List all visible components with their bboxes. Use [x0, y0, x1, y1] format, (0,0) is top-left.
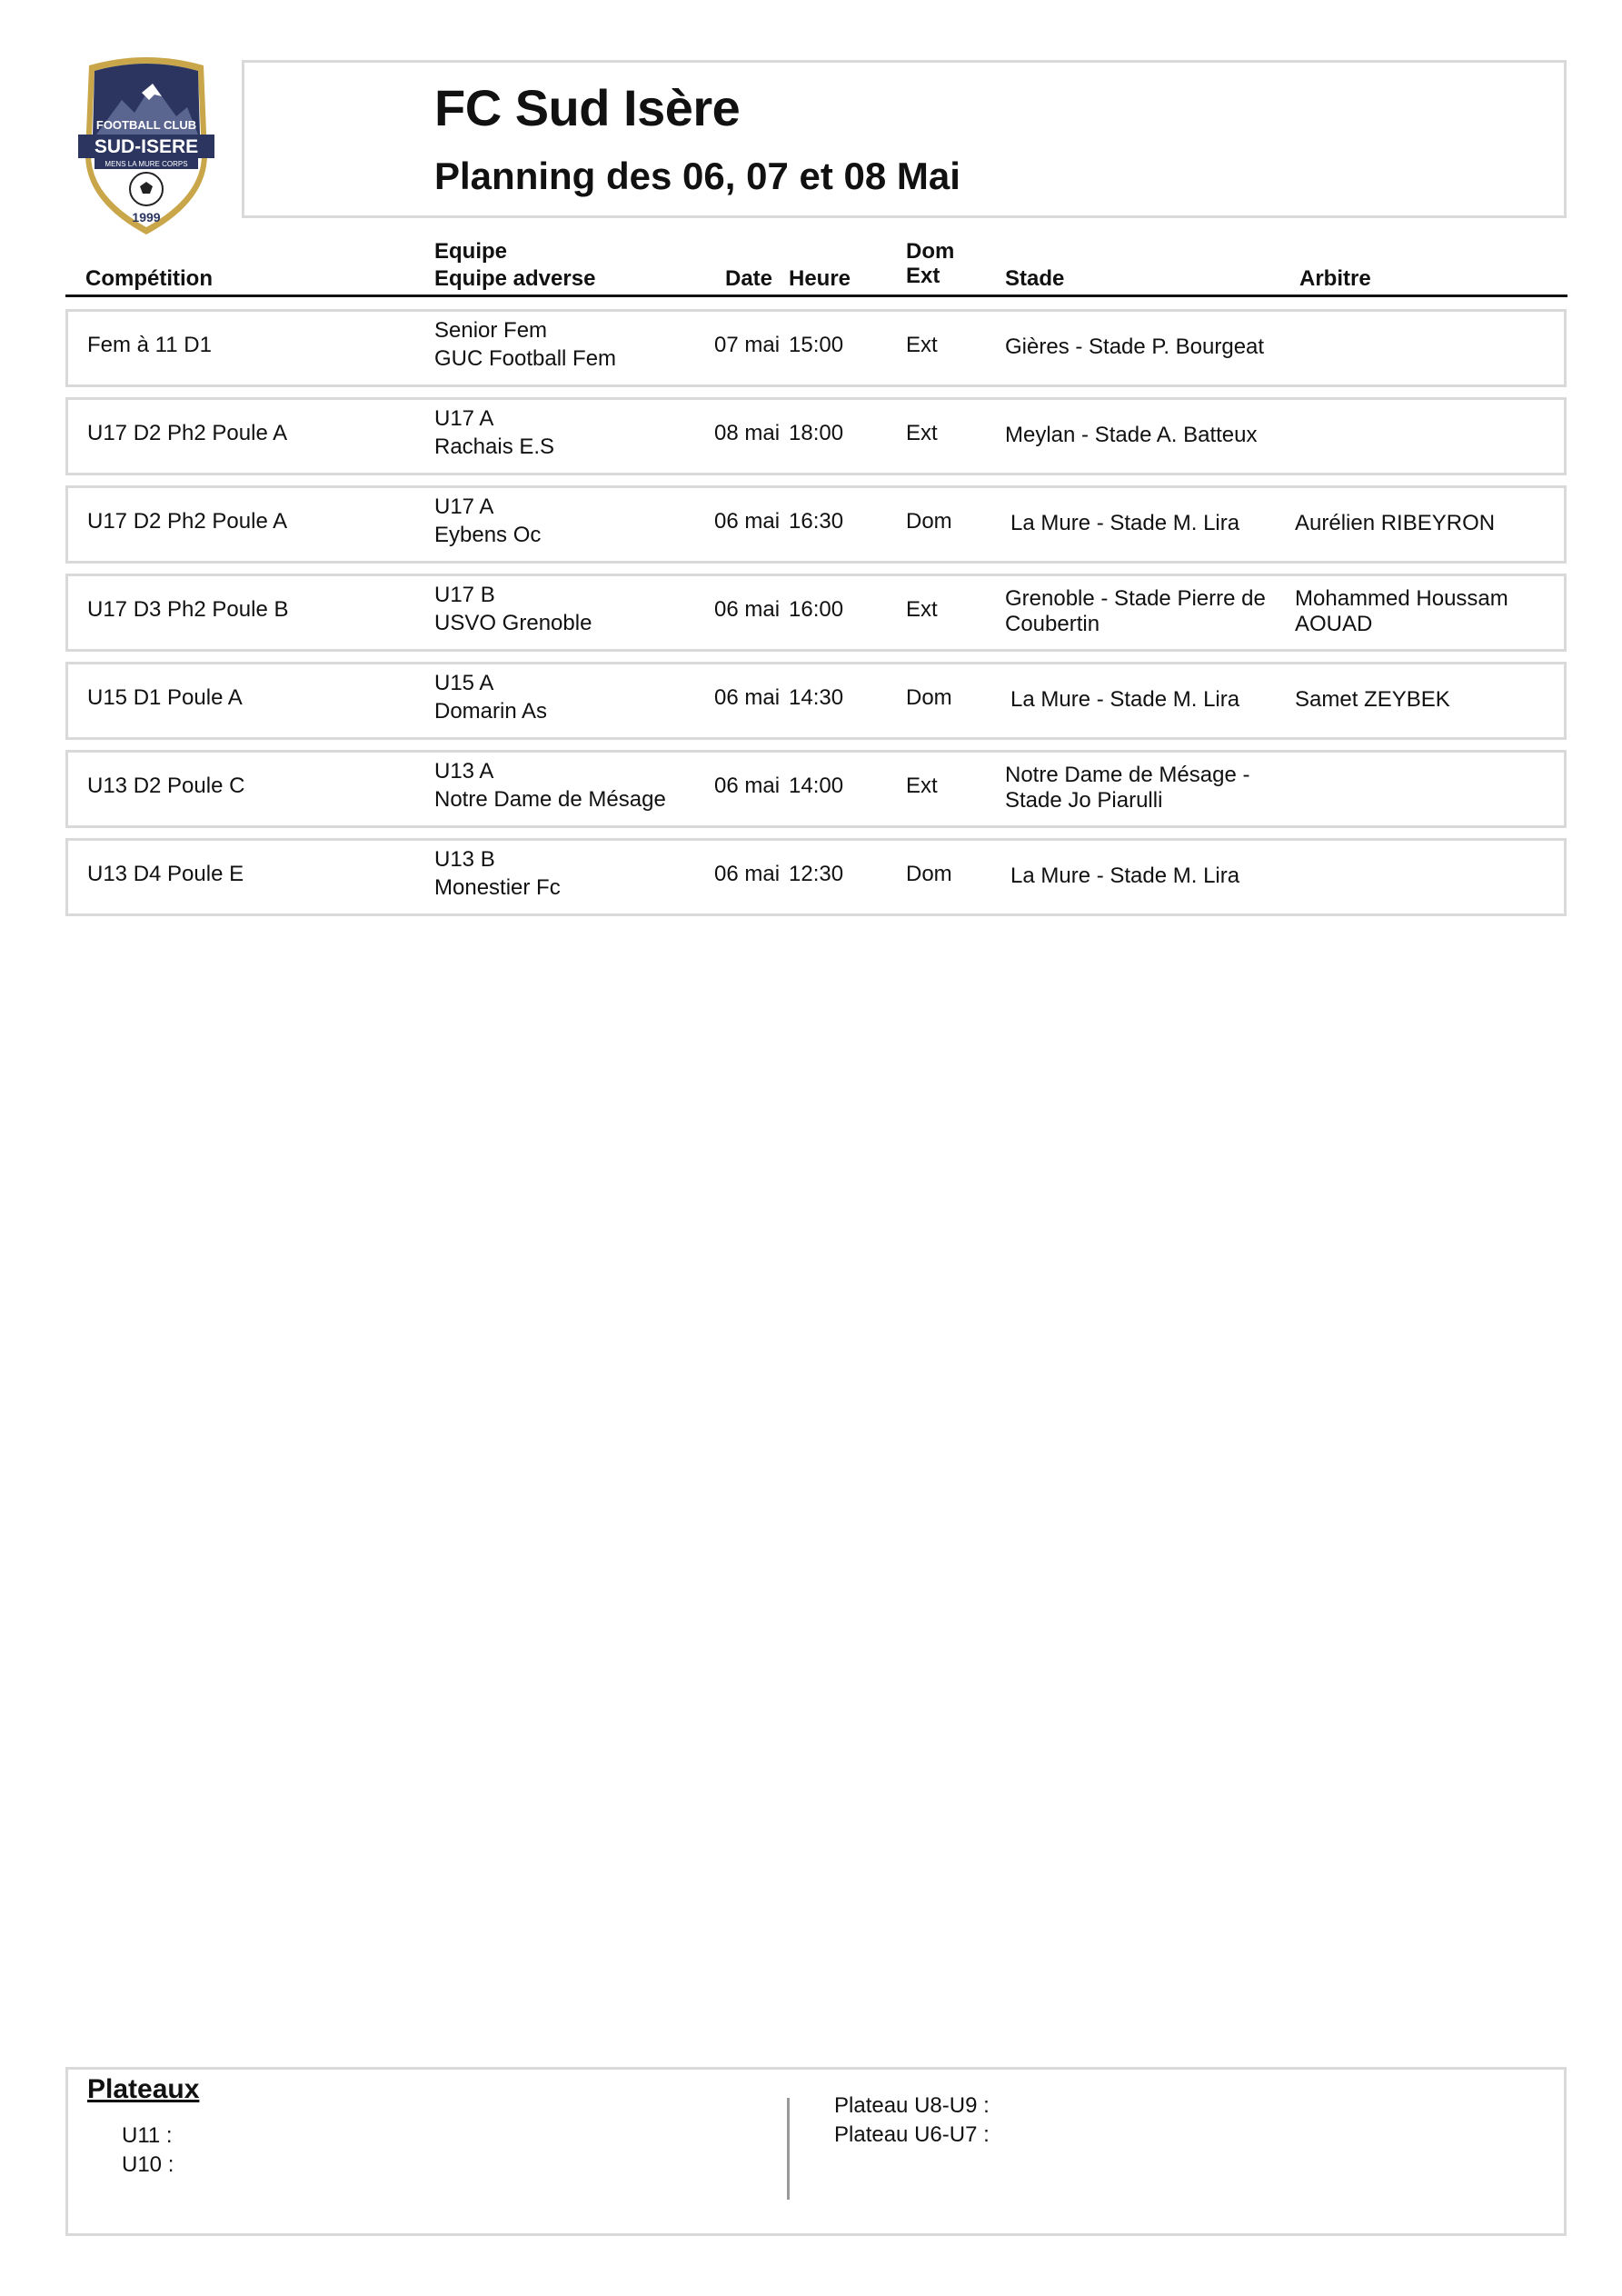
- row-stade: Grenoble - Stade Pierre de: [1005, 586, 1266, 611]
- row-heure: 14:30: [789, 685, 844, 710]
- row-competition: U15 D1 Poule A: [87, 685, 243, 710]
- row-stade-2: Coubertin: [1005, 612, 1100, 636]
- plateaux-divider: [787, 2098, 790, 2200]
- plateau-u11: U11 :: [122, 2123, 173, 2148]
- row-competition: U17 D2 Ph2 Poule A: [87, 509, 288, 534]
- row-heure: 12:30: [789, 862, 844, 886]
- row-equipe: U17 A: [434, 406, 494, 431]
- row-equipe: U13 B: [434, 847, 495, 872]
- header-rule: [65, 294, 1567, 297]
- page-title: FC Sud Isère: [434, 79, 741, 136]
- plateau-u10: U10 :: [122, 2152, 174, 2177]
- row-lieu: Ext: [906, 597, 938, 622]
- header-heure: Heure: [789, 266, 851, 291]
- club-logo: [78, 53, 214, 238]
- row-stade: La Mure - Stade M. Lira: [1010, 511, 1240, 535]
- row-competition: U13 D2 Poule C: [87, 774, 245, 798]
- row-arbitre: Samet ZEYBEK: [1295, 687, 1450, 712]
- row-date: 08 mai: [714, 421, 781, 445]
- row-date: 06 mai: [714, 685, 781, 710]
- row-date: 06 mai: [714, 774, 781, 798]
- header-arbitre: Arbitre: [1299, 266, 1371, 291]
- row-equipe: U15 A: [434, 671, 494, 695]
- logo-year: 1999: [132, 210, 161, 225]
- row-competition: U13 D4 Poule E: [87, 862, 244, 886]
- row-competition: U17 D2 Ph2 Poule A: [87, 421, 288, 445]
- row-lieu: Dom: [906, 509, 952, 534]
- row-date: 07 mai: [714, 333, 781, 357]
- row-adverse: Eybens Oc: [434, 523, 542, 547]
- row-adverse: Notre Dame de Mésage: [434, 787, 666, 812]
- row-stade: Meylan - Stade A. Batteux: [1005, 423, 1258, 447]
- row-adverse: USVO Grenoble: [434, 611, 592, 635]
- row-stade: Notre Dame de Mésage -: [1005, 763, 1250, 787]
- row-competition: Fem à 11 D1: [87, 333, 212, 357]
- row-competition: U17 D3 Ph2 Poule B: [87, 597, 289, 622]
- row-lieu: Dom: [906, 862, 952, 886]
- row-adverse: Domarin As: [434, 699, 548, 724]
- row-stade-2: Stade Jo Piarulli: [1005, 788, 1163, 813]
- row-heure: 16:00: [789, 597, 844, 622]
- row-adverse: Monestier Fc: [434, 875, 561, 900]
- header-date: Date: [725, 266, 773, 291]
- row-adverse: Rachais E.S: [434, 434, 555, 459]
- plateaux-box: [65, 2067, 1567, 2236]
- row-date: 06 mai: [714, 597, 781, 622]
- header-dom: Dom: [906, 239, 955, 264]
- row-equipe: Senior Fem: [434, 318, 548, 343]
- page-subtitle: Planning des 06, 07 et 08 Mai: [434, 155, 960, 197]
- row-arbitre: Aurélien RIBEYRON: [1295, 511, 1496, 535]
- header-equipe: Equipe: [434, 239, 508, 264]
- logo-text-main: SUD-ISERE: [94, 136, 199, 157]
- row-equipe: U17 A: [434, 494, 494, 519]
- row-heure: 18:00: [789, 421, 844, 445]
- row-equipe: U17 B: [434, 583, 495, 607]
- row-date: 06 mai: [714, 509, 781, 534]
- plateau-u8-u9: Plateau U8-U9 :: [834, 2093, 990, 2118]
- logo-text-towns: MENS LA MURE CORPS: [104, 160, 188, 168]
- header-stade: Stade: [1005, 266, 1065, 291]
- row-stade: Gières - Stade P. Bourgeat: [1005, 334, 1265, 359]
- row-heure: 14:00: [789, 774, 844, 798]
- header-ext: Ext: [906, 264, 940, 288]
- plateaux-title: Plateaux: [87, 2074, 200, 2104]
- row-heure: 16:30: [789, 509, 844, 534]
- logo-text-top: FOOTBALL CLUB: [95, 118, 197, 132]
- row-stade: La Mure - Stade M. Lira: [1010, 687, 1240, 712]
- header-equipe-adverse: Equipe adverse: [434, 266, 596, 291]
- row-date: 06 mai: [714, 862, 781, 886]
- header-competition: Compétition: [85, 266, 213, 291]
- row-arbitre: Mohammed Houssam: [1295, 586, 1508, 611]
- row-lieu: Dom: [906, 685, 952, 710]
- row-equipe: U13 A: [434, 759, 494, 784]
- row-heure: 15:00: [789, 333, 844, 357]
- row-stade: La Mure - Stade M. Lira: [1010, 863, 1240, 888]
- row-arbitre-2: AOUAD: [1295, 612, 1373, 636]
- row-lieu: Ext: [906, 774, 938, 798]
- row-lieu: Ext: [906, 421, 938, 445]
- plateau-u6-u7: Plateau U6-U7 :: [834, 2122, 990, 2147]
- row-adverse: GUC Football Fem: [434, 346, 617, 371]
- row-lieu: Ext: [906, 333, 938, 357]
